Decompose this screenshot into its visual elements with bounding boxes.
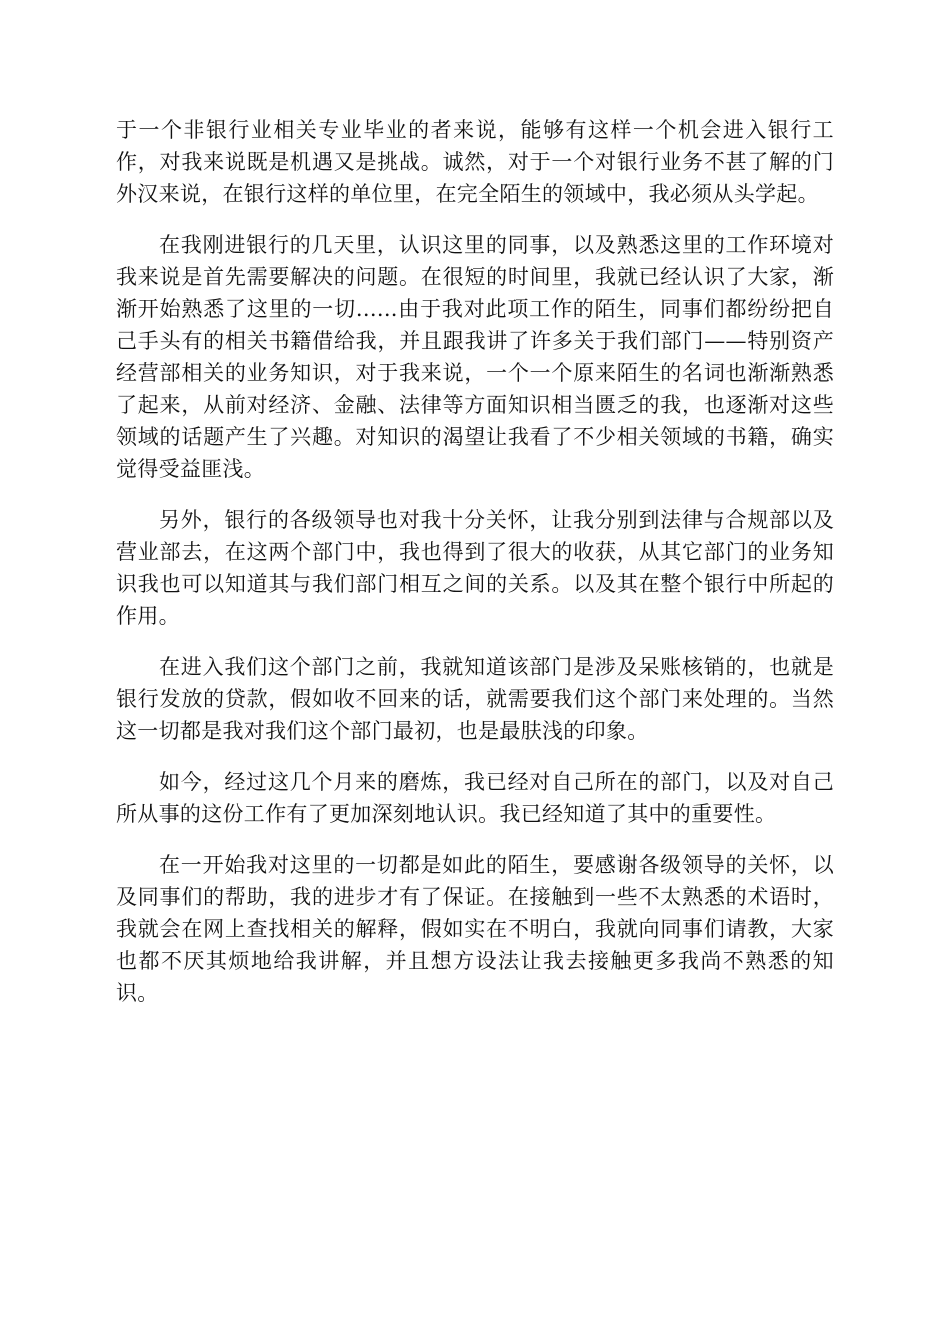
paragraph-6: 在一开始我对这里的一切都是如此的陌生，要感谢各级领导的关怀，以及同事们的帮助，我的进步才有了保证。在接触到一些不太熟悉的术语时，我就会在网上查找相关的解释，假如实在不明白，我就向同事们请教，大家也都不厌其烦地给我讲解，并且想方设法让我去接触更多我尚不熟悉的知识。 (116, 853, 834, 1005)
paragraph-4: 在进入我们这个部门之前，我就知道该部门是涉及呆账核销的，也就是银行发放的贷款，假如收不回来的话，就需要我们这个部门来处理的。当然这一切都是我对我们这个部门最初，也是最肤浅的印象。 (116, 655, 834, 743)
paragraph-5: 如今，经过这几个月来的磨炼，我已经对自己所在的部门，以及对自己所从事的这份工作有了更加深刻地认识。我已经知道了其中的重要性。 (116, 770, 834, 826)
paragraph-1: 于一个非银行业相关专业毕业的者来说，能够有这样一个机会进入银行工作，对我来说既是机遇又是挑战。诚然，对于一个对银行业务不甚了解的门外汉来说，在银行这样的单位里，在完全陌生的领域中，我必须从头学起。 (116, 118, 834, 206)
paragraph-3: 另外，银行的各级领导也对我十分关怀，让我分别到法律与合规部以及营业部去，在这两个部门中，我也得到了很大的收获，从其它部门的业务知识我也可以知道其与我们部门相互之间的关系。以及其在整个银行中所起的作用。 (116, 508, 834, 628)
paragraph-2: 在我刚进银行的几天里，认识这里的同事，以及熟悉这里的工作环境对我来说是首先需要解决的问题。在很短的时间里，我就已经认识了大家，渐渐开始熟悉了这里的一切......由于我对此项工作的陌生，同事们都纷纷把自己手头有的相关书籍借给我，并且跟我讲了许多关于我们部门——特别资产经营部相关的业务知识，对于我来说，一个一个原来陌生的名词也渐渐熟悉了起来，从前对经济、金融、法律等方面知识相当匮乏的我，也逐渐对这些领域的话题产生了兴趣。对知识的渴望让我看了不少相关领域的书籍，确实觉得受益匪浅。 (116, 233, 834, 481)
document-body (116, 114, 834, 1028)
